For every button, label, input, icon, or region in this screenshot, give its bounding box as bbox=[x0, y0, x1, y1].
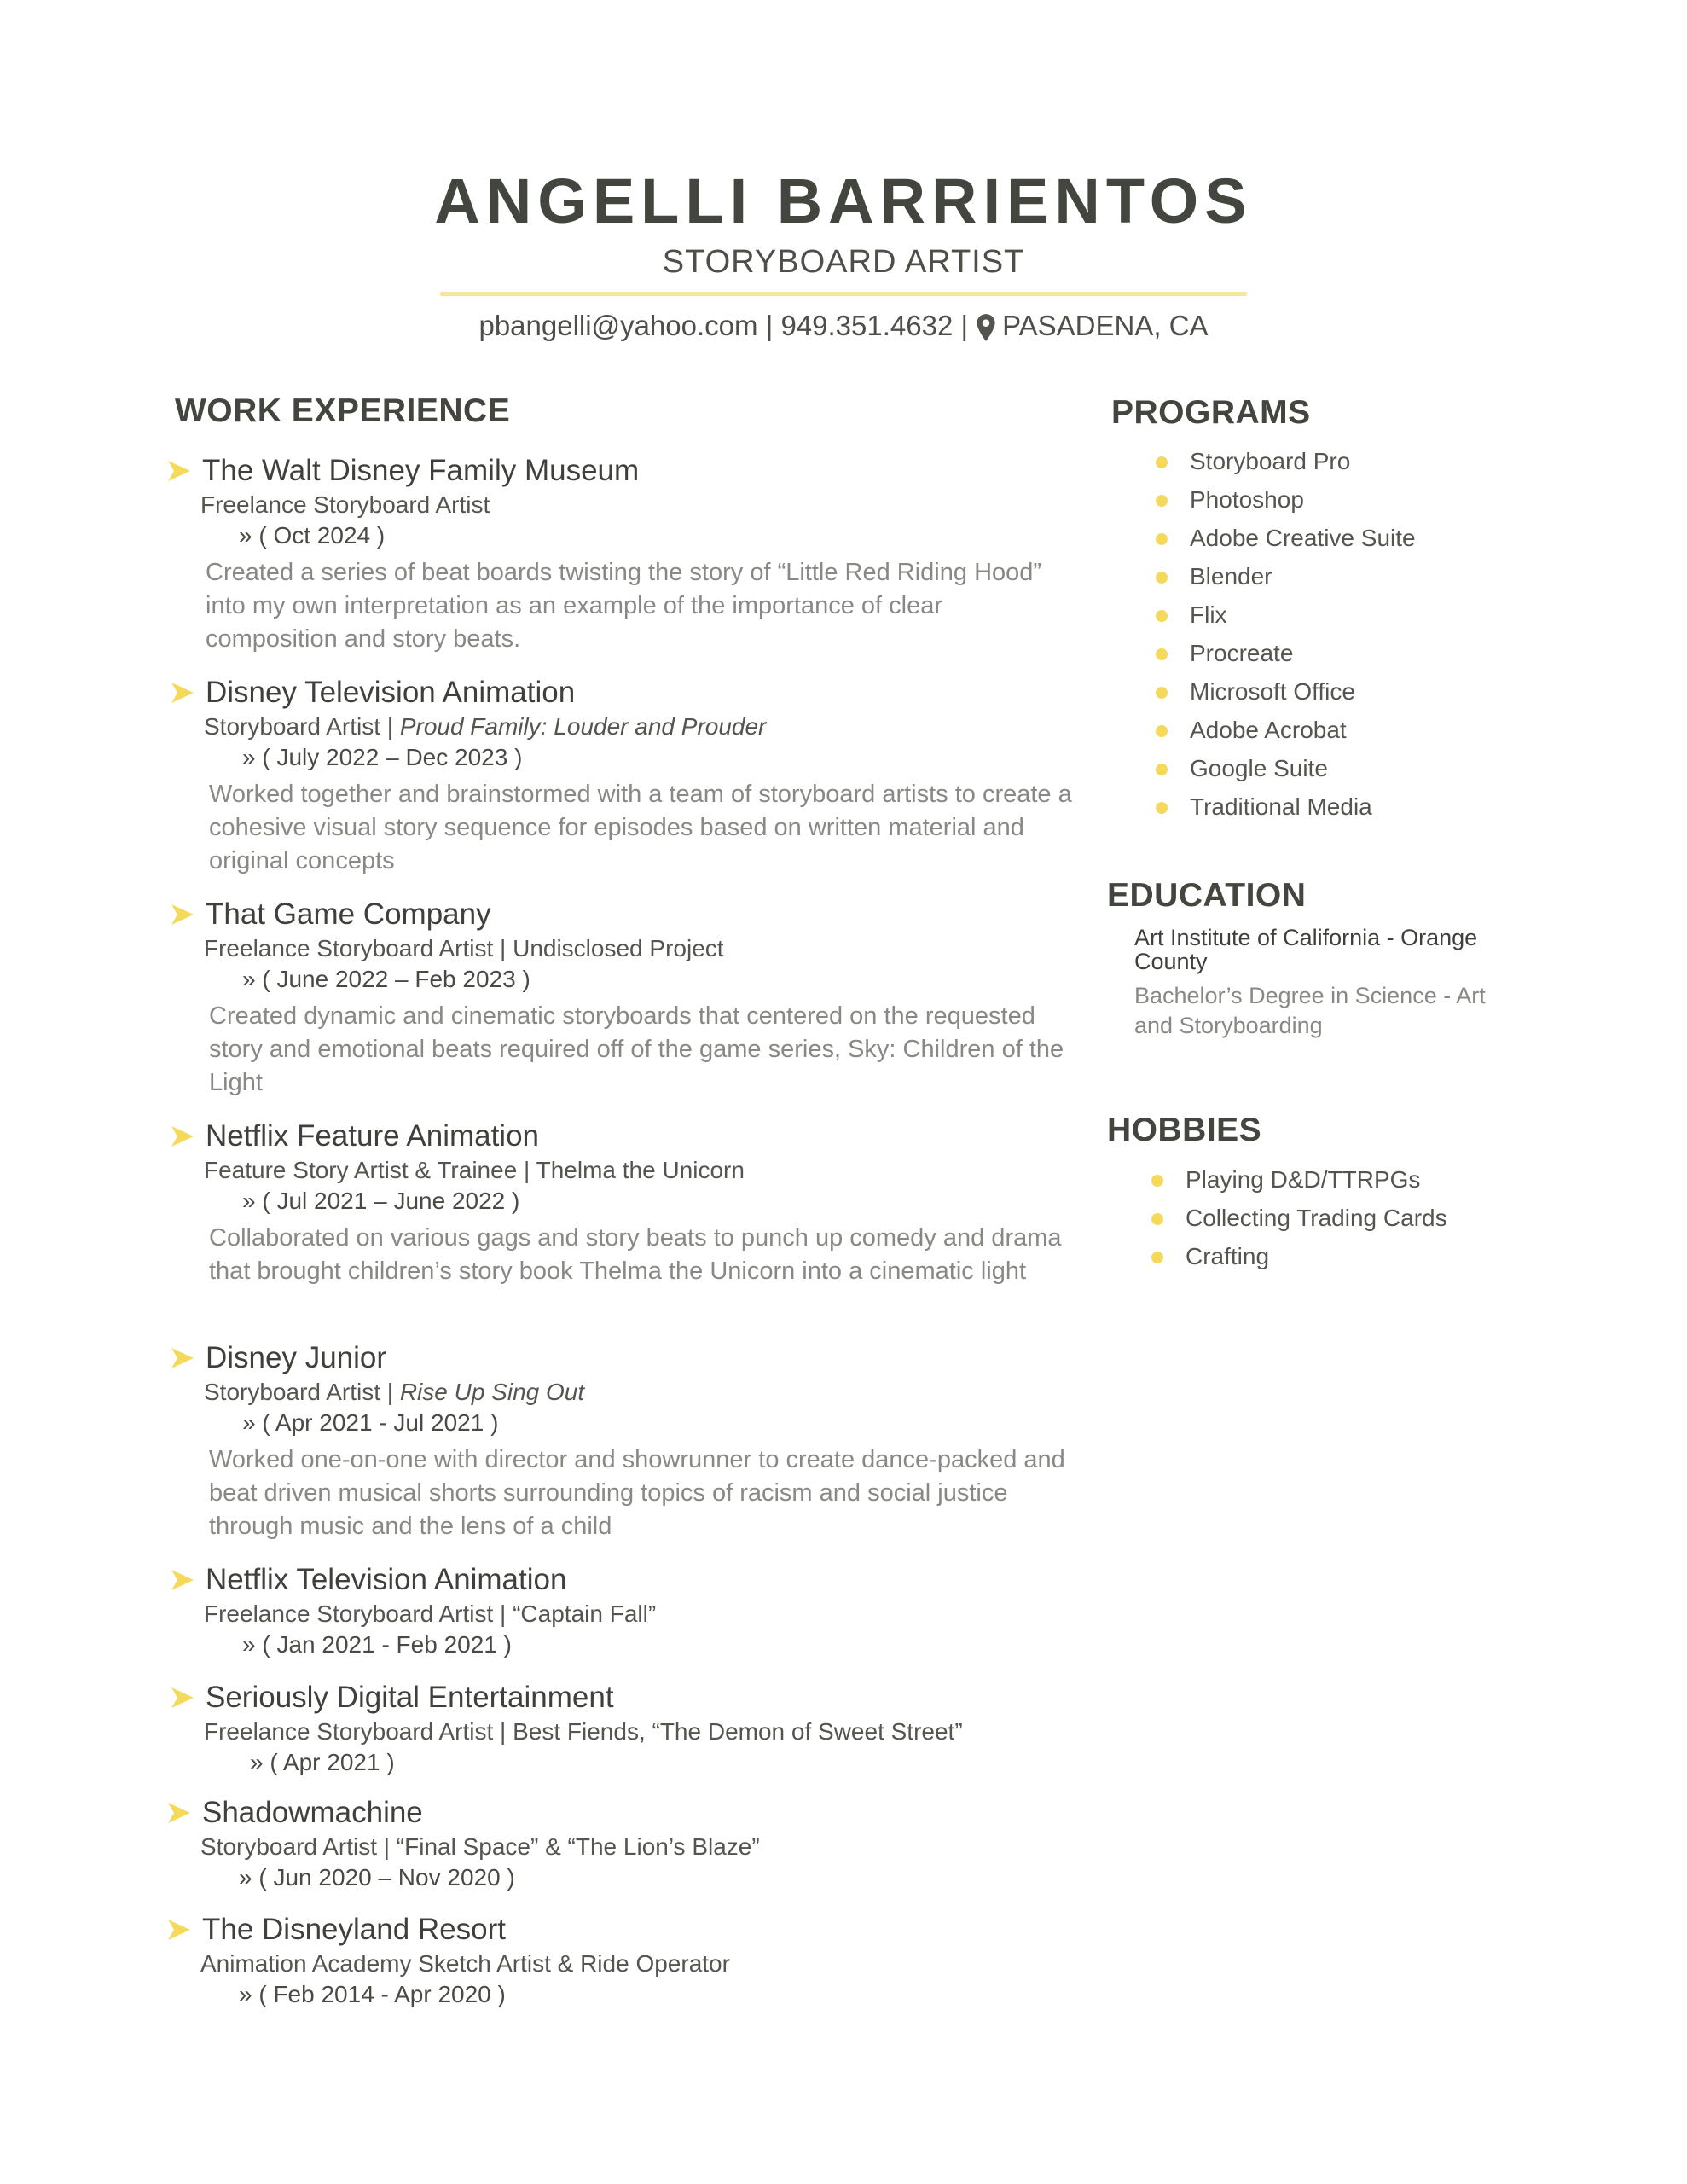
job-header bbox=[166, 1794, 1070, 1832]
hobby-item bbox=[1151, 1237, 1447, 1275]
arrow-bullet-icon bbox=[170, 681, 195, 705]
job-entry bbox=[170, 1679, 1074, 1778]
arrow-bullet-icon bbox=[170, 1346, 195, 1370]
job-title bbox=[170, 712, 1074, 742]
job-entry bbox=[170, 1339, 1074, 1543]
arrow-bullet-icon bbox=[166, 1918, 192, 1942]
contact-separator: | bbox=[765, 310, 774, 341]
job-header bbox=[170, 1679, 1074, 1716]
job-title bbox=[166, 1832, 1070, 1862]
job-dates: » ( Oct 2024 ) bbox=[239, 522, 386, 549]
job-dates: » ( June 2022 – Feb 2023 ) bbox=[242, 966, 530, 992]
bullet-dot-icon bbox=[1156, 687, 1168, 699]
education-school: Art Institute of California - Orange County bbox=[1134, 925, 1478, 974]
show-title: Proud Family: Louder and Prouder bbox=[399, 713, 767, 740]
job-title bbox=[166, 490, 1070, 520]
arrow-bullet-icon bbox=[166, 459, 192, 483]
program-item-label: Microsoft Office bbox=[1190, 678, 1355, 705]
program-item bbox=[1156, 787, 1416, 826]
job-dates: » ( Feb 2014 - Apr 2020 ) bbox=[239, 1981, 506, 2007]
bullet-dot-icon bbox=[1156, 725, 1168, 737]
job-title bbox=[170, 1599, 1074, 1629]
company-name: Disney Television Animation bbox=[206, 676, 576, 709]
job-dates: » ( July 2022 – Dec 2023 ) bbox=[242, 744, 523, 770]
job-dates: » ( Apr 2021 - Jul 2021 ) bbox=[242, 1409, 499, 1436]
bullet-dot-icon bbox=[1151, 1175, 1163, 1187]
bullet-dot-icon bbox=[1156, 764, 1168, 775]
job-entry bbox=[170, 674, 1074, 878]
bullet-dot-icon bbox=[1156, 495, 1168, 507]
program-item-label: Storyboard Pro bbox=[1190, 448, 1351, 474]
job-entry bbox=[170, 1118, 1074, 1288]
company-name: That Game Company bbox=[206, 897, 491, 931]
program-item-label: Traditional Media bbox=[1190, 793, 1372, 820]
job-title-text: Freelance Storyboard Artist bbox=[200, 491, 490, 518]
phone[interactable]: 949.351.4632 bbox=[780, 310, 954, 341]
company-name: The Walt Disney Family Museum bbox=[202, 454, 640, 487]
job-header bbox=[170, 896, 1074, 933]
company-name: Seriously Digital Entertainment bbox=[206, 1681, 614, 1714]
arrow-bullet-icon bbox=[170, 1568, 195, 1592]
job-header bbox=[170, 1561, 1074, 1599]
job-dates: » ( Apr 2021 ) bbox=[250, 1749, 395, 1775]
hobby-item bbox=[1151, 1199, 1447, 1237]
job-entry bbox=[166, 1911, 1070, 2010]
job-description: Worked together and brainstormed with a team of storyboard artists to create a cohesive visual story sequence for episodes based on written material and original concepts bbox=[209, 781, 1072, 874]
job-title bbox=[170, 933, 1074, 964]
contact-line bbox=[0, 305, 1687, 347]
program-item-label: Procreate bbox=[1190, 640, 1294, 666]
job-description: Worked one-on-one with director and showrunner to create dance-packed and beat driven musical shorts surrounding topics of racism and social justice through music and the lens of a child bbox=[209, 1446, 1065, 1540]
job-dates: » ( Jun 2020 – Nov 2020 ) bbox=[239, 1864, 515, 1891]
work-experience-heading: WORK EXPERIENCE bbox=[175, 392, 511, 429]
job-dates: » ( Jan 2021 - Feb 2021 ) bbox=[242, 1631, 512, 1658]
program-item bbox=[1156, 595, 1416, 634]
job-title-text: Storyboard Artist | “Final Space” & “The Lion’s Blaze” bbox=[200, 1833, 760, 1860]
bullet-dot-icon bbox=[1151, 1213, 1163, 1225]
contact-separator: | bbox=[960, 310, 969, 341]
job-header bbox=[166, 1911, 1070, 1949]
job-description: Collaborated on various gags and story beats to punch up comedy and drama that brought children’s story book Thelma the Unicorn into a cinematic light bbox=[209, 1224, 1062, 1285]
program-item-label: Blender bbox=[1190, 563, 1272, 590]
program-item-label: Photoshop bbox=[1190, 486, 1304, 513]
hobbies-heading: HOBBIES bbox=[1107, 1112, 1262, 1148]
program-item-label: Adobe Acrobat bbox=[1190, 717, 1347, 743]
job-title-text: Freelance Storyboard Artist | Best Fiends, “The Demon of Sweet Street” bbox=[204, 1718, 963, 1745]
program-item bbox=[1156, 749, 1416, 787]
job-title-text: Freelance Storyboard Artist | “Captain Fall” bbox=[204, 1600, 657, 1627]
programs-list bbox=[1156, 442, 1416, 826]
bullet-dot-icon bbox=[1156, 802, 1168, 814]
arrow-bullet-icon bbox=[170, 903, 195, 926]
bullet-dot-icon bbox=[1156, 610, 1168, 622]
bullet-dot-icon bbox=[1156, 456, 1168, 468]
company-name: Netflix Feature Animation bbox=[206, 1119, 540, 1153]
program-item-label: Adobe Creative Suite bbox=[1190, 525, 1416, 551]
job-title bbox=[170, 1716, 1074, 1747]
job-title-text: Freelance Storyboard Artist | Undisclosed Project bbox=[204, 935, 724, 961]
hobby-item-label: Crafting bbox=[1186, 1243, 1270, 1269]
education-degree: Bachelor’s Degree in Science - Art and Storyboarding bbox=[1134, 983, 1486, 1038]
bullet-dot-icon bbox=[1156, 648, 1168, 660]
job-header bbox=[170, 1339, 1074, 1377]
program-item bbox=[1156, 519, 1416, 557]
job-entry bbox=[170, 1561, 1074, 1660]
program-item-label: Flix bbox=[1190, 601, 1227, 628]
program-item bbox=[1156, 557, 1416, 595]
job-title bbox=[170, 1155, 1074, 1186]
job-entry bbox=[166, 452, 1070, 656]
map-pin-icon bbox=[975, 313, 997, 342]
job-header bbox=[170, 674, 1074, 712]
resume-header bbox=[0, 162, 1687, 347]
job-entry bbox=[166, 1794, 1070, 1893]
hobby-item-label: Collecting Trading Cards bbox=[1186, 1205, 1447, 1231]
arrow-bullet-icon bbox=[170, 1686, 195, 1710]
program-item-label: Google Suite bbox=[1190, 755, 1328, 781]
programs-heading: PROGRAMS bbox=[1111, 394, 1311, 431]
hobbies-list bbox=[1151, 1160, 1447, 1275]
job-title bbox=[170, 1377, 1074, 1408]
job-title-text: Storyboard Artist | bbox=[204, 713, 400, 740]
program-item bbox=[1156, 442, 1416, 480]
email[interactable]: pbangelli@yahoo.com bbox=[478, 310, 758, 341]
company-name: Disney Junior bbox=[206, 1341, 387, 1374]
job-header bbox=[170, 1118, 1074, 1155]
hobby-item bbox=[1151, 1160, 1447, 1199]
program-item bbox=[1156, 634, 1416, 672]
company-name: The Disneyland Resort bbox=[202, 1913, 506, 1946]
education-heading: EDUCATION bbox=[1107, 877, 1307, 914]
hobby-item-label: Playing D&D/TTRPGs bbox=[1186, 1166, 1421, 1193]
company-name: Shadowmachine bbox=[202, 1796, 423, 1829]
job-title-text: Feature Story Artist & Trainee | Thelma the Unicorn bbox=[204, 1157, 745, 1183]
program-item bbox=[1156, 672, 1416, 711]
job-description: Created a series of beat boards twisting the story of “Little Red Riding Hood” into my own interpretation as an example of the importance of clear composition and story beats. bbox=[206, 559, 1042, 653]
bullet-dot-icon bbox=[1151, 1252, 1163, 1263]
job-dates: » ( Jul 2021 – June 2022 ) bbox=[242, 1188, 520, 1214]
program-item bbox=[1156, 711, 1416, 749]
bullet-dot-icon bbox=[1156, 533, 1168, 545]
job-entry bbox=[170, 896, 1074, 1100]
job-title-text: Storyboard Artist | bbox=[204, 1379, 400, 1405]
arrow-bullet-icon bbox=[166, 1801, 192, 1825]
program-item bbox=[1156, 480, 1416, 519]
location: PASADENA, CA bbox=[1002, 310, 1209, 341]
header-divider bbox=[440, 292, 1247, 296]
arrow-bullet-icon bbox=[170, 1124, 195, 1148]
candidate-name: ANGELLI BARRIENTOS bbox=[434, 166, 1253, 236]
job-header bbox=[166, 452, 1070, 490]
job-description: Created dynamic and cinematic storyboards that centered on the requested story and emotional beats required off of the game series, Sky: Children of the Light bbox=[209, 1002, 1064, 1096]
show-title: Rise Up Sing Out bbox=[399, 1379, 585, 1405]
candidate-role: STORYBOARD ARTIST bbox=[662, 244, 1025, 280]
job-title-text: Animation Academy Sketch Artist & Ride Operator bbox=[200, 1950, 730, 1977]
job-title bbox=[166, 1949, 1070, 1979]
bullet-dot-icon bbox=[1156, 572, 1168, 584]
company-name: Netflix Television Animation bbox=[206, 1563, 567, 1596]
